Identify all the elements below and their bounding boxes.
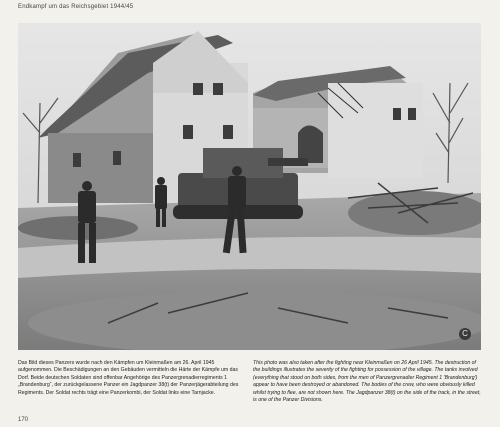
photo-illustration bbox=[18, 23, 481, 350]
war-photograph bbox=[18, 23, 481, 350]
caption-english: This photo was also taken after the fighting near Kleinmaßen on 26 April 1945. The destruction of the buildings illustrates the severity of the fighting for possession of the village. The tanks involved (everything that stood on both sides, from the men of Panzergrenadier Regiment 1 'Brandenburg') appear to have been destroyed or abandoned. The bodies of the crew, who were obviously killed whilst trying to flee, are not shown here. The Jagdpanzer 38(t) on the side of the track, in the street, is one of the Panzer Divisions. bbox=[253, 360, 481, 404]
page-number: 170 bbox=[18, 417, 29, 423]
caption-german: Das Bild dieses Panzers wurde nach den Kämpfen um Kleinmaßen am 26. April 1945 aufgenommen. Die Beschädigungen an den Gebäuden vermitteln die Härte der Kämpfe um das Dorf. Beide deutschen Soldaten sind offenbar Angehörige des Panzergrenadierregiments 1 „Brandenburg“, der zurückgelassene Panzer ein Jagdpanzer 38(t) der Panzerjägerabteilung des Regiments. Der Soldat rechts trägt eine Panzerkombi, der Soldat links eine Tarnjacke. bbox=[18, 360, 239, 396]
running-header: Endkampf um das Reichsgebiet 1944/45 bbox=[18, 4, 134, 10]
photo-credit-badge: C bbox=[459, 328, 471, 340]
